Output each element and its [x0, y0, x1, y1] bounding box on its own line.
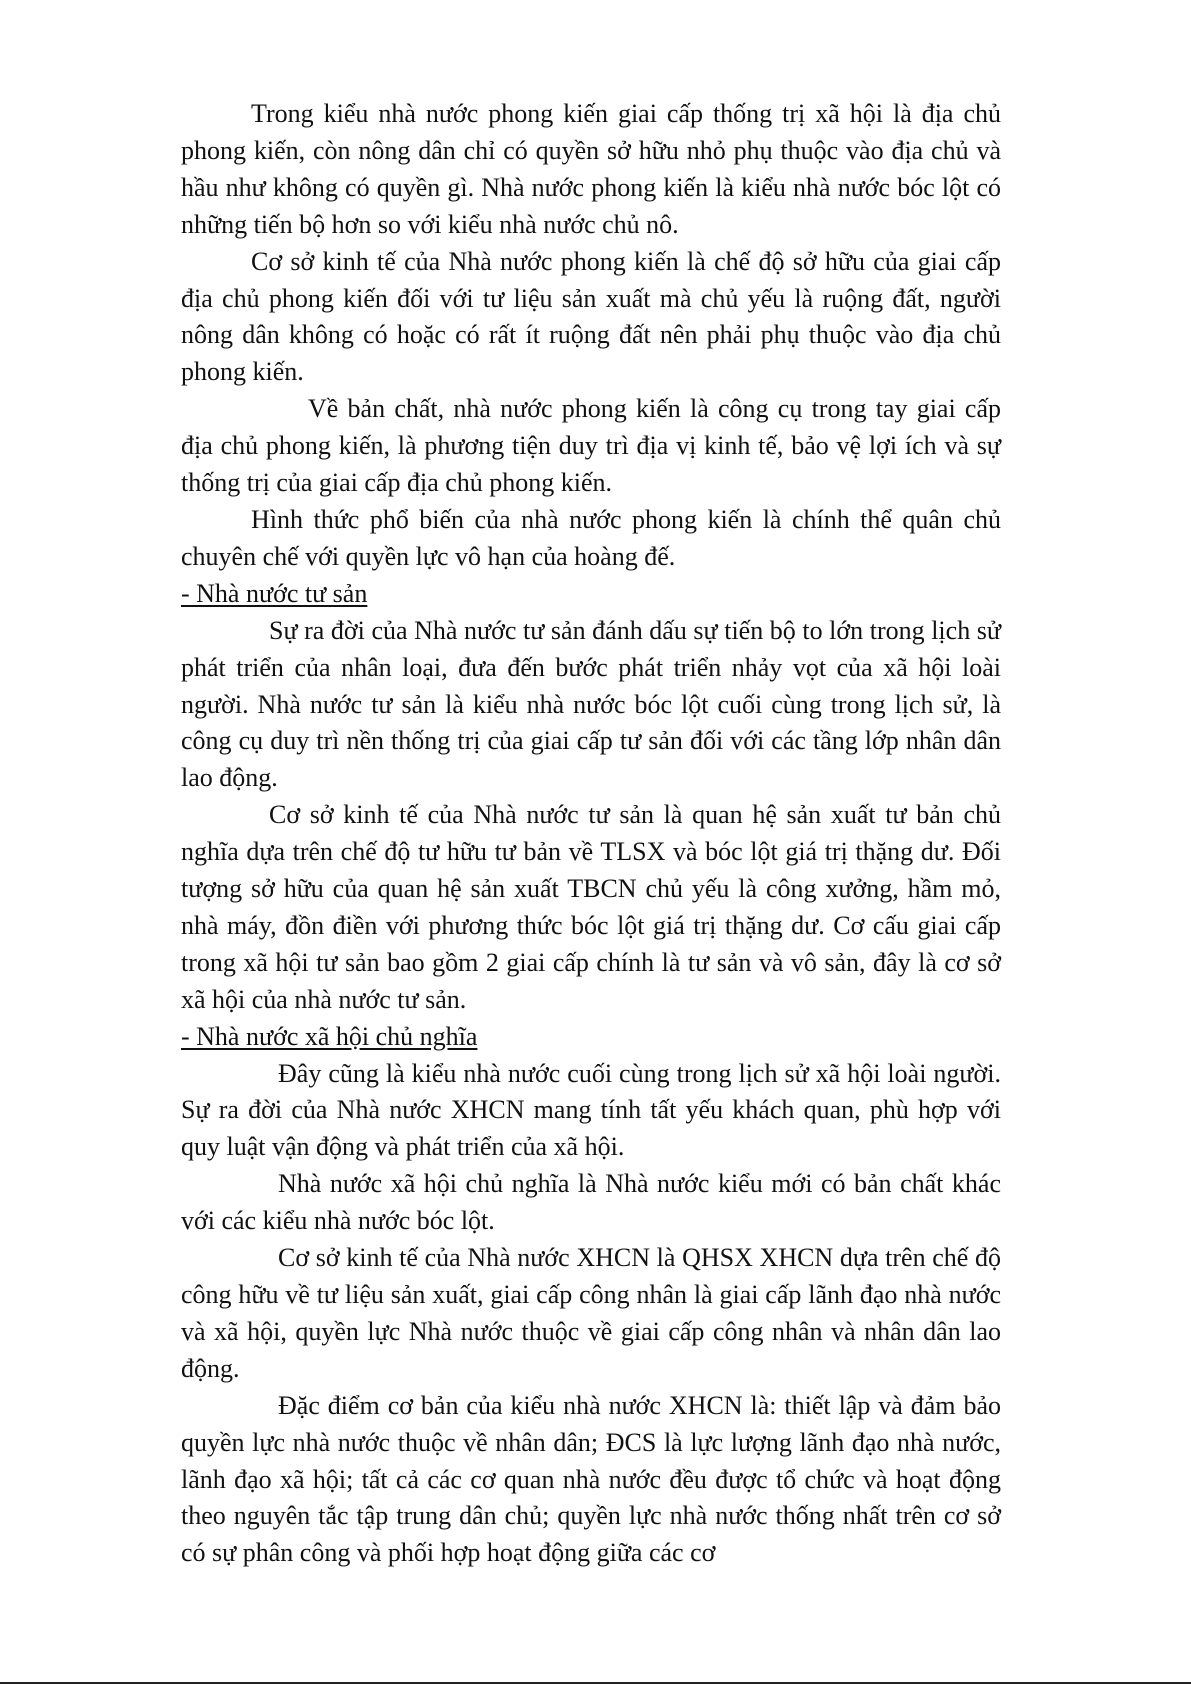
paragraph-feudal-economy: Cơ sở kinh tế của Nhà nước phong kiến là chế độ sở hữu của giai cấp địa chủ phong kiến đối với tư liệu sản xuất mà chủ yếu là ruộng đất, người nông dân không có hoặc có rất ít ruộng đất nên phải phụ thuộc vào địa chủ phong kiến.	[181, 246, 1001, 387]
page-bottom-divider	[0, 1682, 1191, 1684]
paragraph-socialist-nature: Nhà nước xã hội chủ nghĩa là Nhà nước kiểu mới có bản chất khác với các kiểu nhà nước bóc lột.	[181, 1169, 1001, 1236]
paragraph-socialist-features: Đặc điểm cơ bản của kiểu nhà nước XHCN là: thiết lập và đảm bảo quyền lực nhà nước thuộc về nhân dân; ĐCS là lực lượng lãnh đạo nhà nước, lãnh đạo xã hội; tất cả các cơ quan nhà nước đều được tổ chức và hoạt động theo nguyên tắc tập trung dân chủ; quyền lực nhà nước thống nhất trên cơ sở có sự phân công và phối hợp hoạt động giữa các cơ	[181, 1390, 1001, 1568]
paragraph-feudal-nature: Về bản chất, nhà nước phong kiến là công cụ trong tay giai cấp địa chủ phong kiến, là phương tiện duy trì địa vị kinh tế, bảo vệ lợi ích và sự thống trị của giai cấp địa chủ phong kiến.	[181, 394, 1001, 498]
paragraph-socialist-birth: Đây cũng là kiểu nhà nước cuối cùng trong lịch sử xã hội loài người. Sự ra đời của Nhà nước XHCN mang tính tất yếu khách quan, phù hợp với quy luật vận động và phát triển của xã hội.	[181, 1058, 1001, 1162]
paragraph-feudal-intro: Trong kiểu nhà nước phong kiến giai cấp thống trị xã hội là địa chủ phong kiến, còn nông dân chỉ có quyền sở hữu nhỏ phụ thuộc vào địa chủ và hầu như không có quyền gì. Nhà nước phong kiến là kiểu nhà nước bóc lột có những tiến bộ hơn so với kiểu nhà nước chủ nô.	[181, 99, 1001, 239]
heading-bourgeois-state: - Nhà nước tư sản	[181, 578, 368, 608]
paragraph-socialist-economy: Cơ sở kinh tế của Nhà nước XHCN là QHSX XHCN dựa trên chế độ công hữu về tư liệu sản xuất, giai cấp công nhân là giai cấp lãnh đạo nhà nước và xã hội, quyền lực Nhà nước thuộc về giai cấp công nhân và nhân dân lao động.	[181, 1243, 1001, 1383]
heading-socialist-state: - Nhà nước xã hội chủ nghĩa	[181, 1021, 478, 1051]
paragraph-bourgeois-birth: Sự ra đời của Nhà nước tư sản đánh dấu sự tiến bộ to lớn trong lịch sử phát triển của nhân loại, đưa đến bước phát triển nhảy vọt của xã hội loài người. Nhà nước tư sản là kiểu nhà nước bóc lột cuối cùng trong lịch sử, là công cụ duy trì nền thống trị của giai cấp tư sản đối với các tầng lớp nhân dân lao động.	[181, 615, 1001, 793]
paragraph-bourgeois-economy: Cơ sở kinh tế của Nhà nước tư sản là quan hệ sản xuất tư bản chủ nghĩa dựa trên chế độ tư hữu tư bản về TLSX và bóc lột giá trị thặng dư. Đối tượng sở hữu của quan hệ sản xuất TBCN chủ yếu là công xưởng, hầm mỏ, nhà máy, đồn điền với phương thức bóc lột giá trị thặng dư. Cơ cấu giai cấp trong xã hội tư sản bao gồm 2 giai cấp chính là tư sản và vô sản, đây là cơ sở xã hội của nhà nước tư sản.	[181, 800, 1001, 1014]
paragraph-feudal-form: Hình thức phổ biến của nhà nước phong kiến là chính thể quân chủ chuyên chế với quyền lực vô hạn của hoàng đế.	[181, 504, 1001, 571]
document-page	[181, 96, 1001, 1572]
